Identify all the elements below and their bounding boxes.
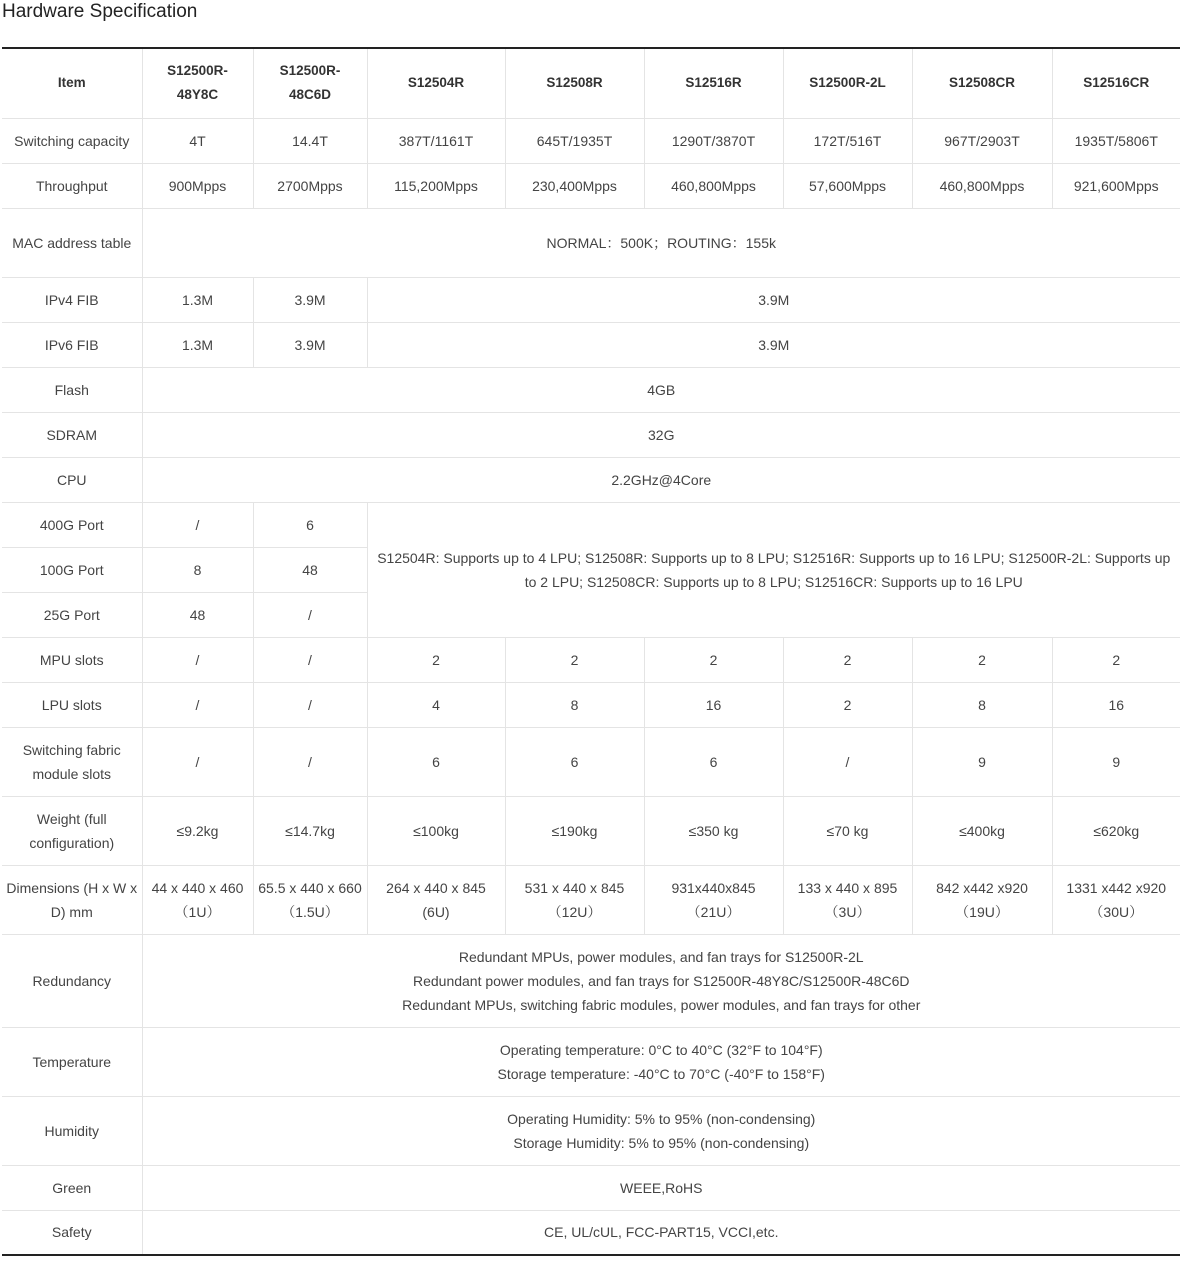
value-cell: 931x440x845 （21U） [644, 865, 783, 934]
value-cell: ≤350 kg [644, 796, 783, 865]
value-cell: 9 [1052, 727, 1180, 796]
header-model [644, 48, 783, 118]
row-ipv6 [2, 322, 1180, 367]
value-cell: ≤14.7kg [253, 796, 367, 865]
spec-table [2, 47, 1180, 1256]
header-model [505, 48, 644, 118]
value-line: Operating temperature: 0°C to 40°C (32°F to 104°F) [499, 1041, 823, 1058]
value-cell: 133 x 440 x 895 （3U） [783, 865, 912, 934]
value-line: Redundant MPUs, switching fabric modules, power modules, and fan trays for other [402, 996, 921, 1013]
value-cell [142, 1027, 1180, 1096]
row-switching_capacity [2, 118, 1180, 163]
row-label: MAC address table [2, 208, 142, 277]
row-weight [2, 796, 1180, 865]
value-cell: 8 [142, 547, 253, 592]
value-cell: 9 [912, 727, 1052, 796]
value-cell: 6 [253, 502, 367, 547]
value-cell: 1331 x442 x920 （30U） [1052, 865, 1180, 934]
header-model [783, 48, 912, 118]
value-cell: ≤70 kg [783, 796, 912, 865]
value-cell: 264 x 440 x 845 (6U) [367, 865, 505, 934]
value-cell: / [142, 637, 253, 682]
value-cell: 2 [505, 637, 644, 682]
value-cell: 4T [142, 118, 253, 163]
row-label: CPU [2, 457, 142, 502]
header-model [1052, 48, 1180, 118]
value-cell: 2700Mpps [253, 163, 367, 208]
row-throughput [2, 163, 1180, 208]
row-label: Flash [2, 367, 142, 412]
value-line: Storage Humidity: 5% to 95% (non-condensing) [513, 1134, 810, 1151]
value-cell [142, 934, 1180, 1027]
row-label: 100G Port [2, 547, 142, 592]
value-cell: 2.2GHz@4Core [142, 457, 1180, 502]
value-cell: 2 [912, 637, 1052, 682]
value-cell: / [142, 682, 253, 727]
value-cell: 460,800Mpps [912, 163, 1052, 208]
value-cell: / [253, 682, 367, 727]
row-green [2, 1165, 1180, 1210]
value-cell: WEEE,RoHS [142, 1165, 1180, 1210]
row-fabric_slots [2, 727, 1180, 796]
value-cell: 65.5 x 440 x 660 （1.5U） [253, 865, 367, 934]
row-humidity [2, 1096, 1180, 1165]
value-cell: 645T/1935T [505, 118, 644, 163]
row-safety [2, 1210, 1180, 1255]
row-label: Switching fabric module slots [2, 727, 142, 796]
value-cell: ≤620kg [1052, 796, 1180, 865]
row-label: 400G Port [2, 502, 142, 547]
value-cell: ≤100kg [367, 796, 505, 865]
value-cell: 921,600Mpps [1052, 163, 1180, 208]
value-cell: 3.9M [367, 277, 1180, 322]
row-sdram [2, 412, 1180, 457]
value-cell: 172T/516T [783, 118, 912, 163]
value-cell: 16 [1052, 682, 1180, 727]
row-label: Safety [2, 1210, 142, 1255]
value-cell: 16 [644, 682, 783, 727]
row-label: Throughput [2, 163, 142, 208]
value-cell: / [142, 502, 253, 547]
row-label: Humidity [2, 1096, 142, 1165]
row-cpu [2, 457, 1180, 502]
value-cell: 3.9M [253, 322, 367, 367]
value-cell: 1290T/3870T [644, 118, 783, 163]
row-mac [2, 208, 1180, 277]
header-model [142, 48, 253, 118]
value-cell: 6 [367, 727, 505, 796]
value-cell: CE, UL/cUL, FCC-PART15, VCCI,etc. [142, 1210, 1180, 1255]
value-cell: 48 [253, 547, 367, 592]
value-cell: 900Mpps [142, 163, 253, 208]
row-label: Green [2, 1165, 142, 1210]
row-ipv4 [2, 277, 1180, 322]
row-lpu_slots [2, 682, 1180, 727]
value-cell: 460,800Mpps [644, 163, 783, 208]
value-cell: / [253, 727, 367, 796]
header-model [253, 48, 367, 118]
header-line: S12500R-2L [809, 75, 886, 91]
row-dimensions [2, 865, 1180, 934]
value-cell: 8 [912, 682, 1052, 727]
value-cell: ≤9.2kg [142, 796, 253, 865]
header-line: 48Y8C [176, 87, 219, 103]
header-line: S12516R [685, 75, 742, 91]
row-temperature [2, 1027, 1180, 1096]
row-redundancy [2, 934, 1180, 1027]
row-label: Dimensions (H x W x D) mm [2, 865, 142, 934]
row-port400 [2, 502, 1180, 547]
value-cell: / [783, 727, 912, 796]
header-line: 48C6D [288, 87, 332, 103]
lpu-note: S12504R: Supports up to 4 LPU; S12508R: Supports up to 8 LPU; S12516R: Supports up to 16 LPU; S12500R-2L: Supports up to 2 LPU; S12508CR: Supports up to 8 LPU; S12516CR: Supports up to 16 LPU [367, 502, 1180, 637]
value-cell: 4 [367, 682, 505, 727]
value-cell: 8 [505, 682, 644, 727]
header-line: S12508CR [948, 75, 1016, 91]
row-label: SDRAM [2, 412, 142, 457]
row-flash [2, 367, 1180, 412]
header-line: S12508R [546, 75, 603, 91]
value-cell: 32G [142, 412, 1180, 457]
value-cell: 44 x 440 x 460（1U） [142, 865, 253, 934]
header-model [912, 48, 1052, 118]
value-line: Storage temperature: -40°C to 70°C (-40°F to 158°F) [497, 1065, 825, 1082]
row-label: Redundancy [2, 934, 142, 1027]
value-cell: 1935T/5806T [1052, 118, 1180, 163]
value-cell: 387T/1161T [367, 118, 505, 163]
value-cell: / [142, 727, 253, 796]
value-cell: 14.4T [253, 118, 367, 163]
value-cell: 3.9M [367, 322, 1180, 367]
row-mpu_slots [2, 637, 1180, 682]
row-label: IPv6 FIB [2, 322, 142, 367]
header-line: S12500R- [279, 63, 341, 79]
value-cell: ≤400kg [912, 796, 1052, 865]
header-line: S12504R [407, 75, 465, 91]
value-cell: 48 [142, 592, 253, 637]
value-cell: 531 x 440 x 845 （12U） [505, 865, 644, 934]
value-cell: 2 [783, 682, 912, 727]
value-cell: / [253, 637, 367, 682]
value-line: Redundant MPUs, power modules, and fan trays for S12500R-2L [458, 948, 864, 965]
header-line: S12516CR [1083, 75, 1150, 91]
header-line: Item [57, 75, 86, 91]
value-cell: 1.3M [142, 322, 253, 367]
value-cell: 2 [644, 637, 783, 682]
value-cell: 6 [505, 727, 644, 796]
header-row [2, 48, 1180, 118]
value-cell: 1.3M [142, 277, 253, 322]
row-label: LPU slots [2, 682, 142, 727]
value-line: Redundant power modules, and fan trays for S12500R-48Y8C/S12500R-48C6D [412, 972, 910, 989]
value-cell: 2 [1052, 637, 1180, 682]
row-label: 25G Port [2, 592, 142, 637]
value-cell [142, 1096, 1180, 1165]
value-cell: / [253, 592, 367, 637]
row-label: IPv4 FIB [2, 277, 142, 322]
row-label: Switching capacity [2, 118, 142, 163]
value-cell: 3.9M [253, 277, 367, 322]
value-cell: 115,200Mpps [367, 163, 505, 208]
value-cell: 6 [644, 727, 783, 796]
row-label: MPU slots [2, 637, 142, 682]
header-model [367, 48, 505, 118]
value-cell: 2 [367, 637, 505, 682]
header-line: S12500R- [167, 63, 228, 79]
row-label: Temperature [2, 1027, 142, 1096]
value-cell: 2 [783, 637, 912, 682]
value-cell: 967T/2903T [912, 118, 1052, 163]
page-title: Hardware Specification [2, 1, 198, 22]
value-cell: NORMAL：500K；ROUTING：155k [142, 208, 1180, 277]
value-cell: 4GB [142, 367, 1180, 412]
row-label: Weight (full configuration) [2, 796, 142, 865]
header-item [2, 48, 142, 118]
value-cell: 57,600Mpps [783, 163, 912, 208]
value-line: Operating Humidity: 5% to 95% (non-condensing) [507, 1110, 816, 1127]
value-cell: 842 x442 x920 （19U） [912, 865, 1052, 934]
value-cell: ≤190kg [505, 796, 644, 865]
value-cell: 230,400Mpps [505, 163, 644, 208]
spec-table-body [2, 48, 1180, 1255]
